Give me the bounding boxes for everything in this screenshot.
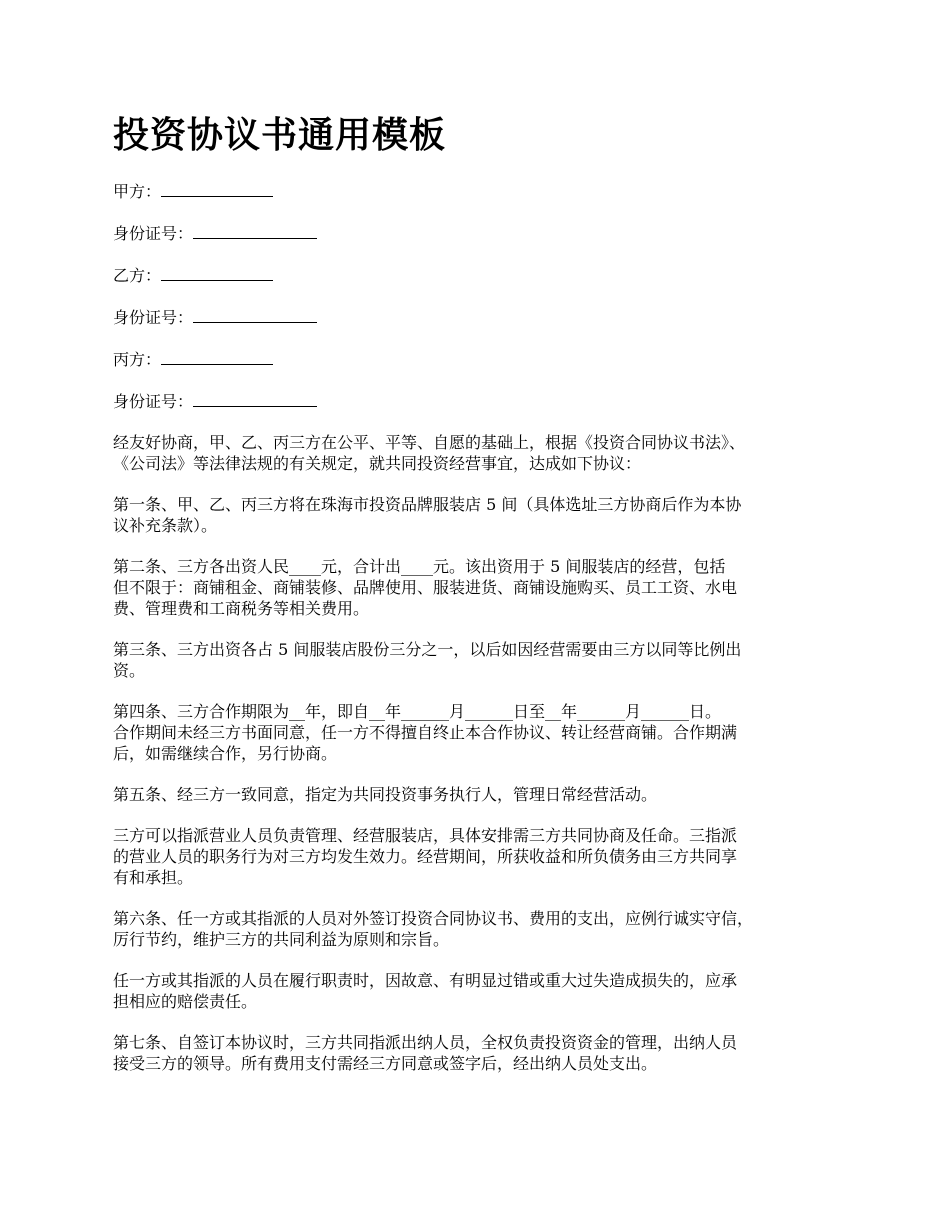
field-label: 甲方： [113, 182, 162, 201]
paragraph-line: 《公司法》等法律法规的有关规定，就共同投资经营事宜，达成如下协议： [113, 454, 642, 473]
fill-in-blank [193, 306, 317, 323]
paragraph-line: 议补充条款）。 [113, 516, 218, 535]
field-label: 乙方： [113, 266, 162, 285]
paragraph-line: 任一方或其指派的人员在履行职责时，因故意、有明显过错或重大过失造成损失的，应承 [113, 971, 738, 990]
paragraph-line: 厉行节约，维护三方的共同利益为原则和宗旨。 [113, 930, 450, 949]
paragraph-line: 经友好协商，甲、乙、丙三方在公平、平等、自愿的基础上，根据《投资合同协议书法》、 [113, 433, 746, 452]
agreement-body [113, 432, 843, 1074]
paragraph [113, 494, 843, 536]
paragraph [113, 556, 843, 619]
paragraph [113, 1032, 843, 1074]
paragraph-line: 有和承担。 [113, 868, 194, 887]
paragraph-line: 合作期间未经三方书面同意，任一方不得擅自终止本合作协议、转让经营商铺。合作期满 [113, 723, 738, 742]
paragraph-line: 第四条、三方合作期限为__年，即自__年______月______日至__年______月______日。 [113, 702, 722, 721]
field-label: 身份证号： [113, 224, 194, 243]
paragraph-line: 资。 [113, 661, 146, 680]
paragraph [113, 908, 843, 950]
paragraph-line: 的营业人员的职务行为对三方均发生效力。经营期间，所获收益和所负债务由三方共同享 [113, 847, 738, 866]
paragraph-line: 担相应的赔偿责任。 [113, 992, 258, 1011]
paragraph [113, 970, 843, 1012]
field-label: 身份证号： [113, 392, 194, 411]
paragraph-line: 但不限于：商铺租金、商铺装修、品牌使用、服装进货、商铺设施购买、员工工资、水电 [113, 578, 738, 597]
paragraph [113, 825, 843, 888]
paragraph-line: 第一条、甲、乙、丙三方将在珠海市投资品牌服装店 5 间（具体选址三方协商后作为本协 [113, 495, 742, 514]
paragraph-line: 三方可以指派营业人员负责管理、经营服装店，具体安排需三方共同协商及任命。三指派 [113, 826, 738, 845]
field-row [113, 348, 843, 371]
fill-in-blank [193, 390, 317, 407]
paragraph [113, 639, 843, 681]
field-label: 丙方： [113, 350, 162, 369]
paragraph-line: 第二条、三方各出资人民____元，合计出____元。该出资用于 5 间服装店的经营，包括 [113, 557, 726, 576]
fill-in-blank [193, 222, 317, 239]
field-row [113, 390, 843, 413]
paragraph-line: 第五条、经三方一致同意，指定为共同投资事务执行人，管理日常经营活动。 [113, 785, 658, 804]
paragraph [113, 432, 843, 474]
field-row [113, 180, 843, 203]
field-row [113, 264, 843, 287]
paragraph-line: 后，如需继续合作，另行协商。 [113, 744, 338, 763]
field-label: 身份证号： [113, 308, 194, 327]
paragraph [113, 784, 843, 805]
paragraph [113, 701, 843, 764]
document-page [113, 112, 843, 1094]
fill-in-blank [161, 264, 273, 281]
field-row [113, 222, 843, 245]
paragraph-line: 第六条、任一方或其指派的人员对外签订投资合同协议书、费用的支出，应例行诚实守信， [113, 909, 754, 928]
paragraph-line: 接受三方的领导。所有费用支付需经三方同意或签字后，经出纳人员处支出。 [113, 1054, 658, 1073]
paragraph-line: 第七条、自签订本协议时，三方共同指派出纳人员，全权负责投资资金的管理，出纳人员 [113, 1033, 738, 1052]
fill-in-blank [161, 180, 273, 197]
paragraph-line: 第三条、三方出资各占 5 间服装店股份三分之一，以后如因经营需要由三方以同等比例出 [113, 640, 742, 659]
document-title: 投资协议书通用模板 [113, 115, 447, 156]
party-fields [113, 180, 843, 413]
fill-in-blank [161, 348, 273, 365]
field-row [113, 306, 843, 329]
paragraph-line: 费、管理费和工商税务等相关费用。 [113, 599, 370, 618]
